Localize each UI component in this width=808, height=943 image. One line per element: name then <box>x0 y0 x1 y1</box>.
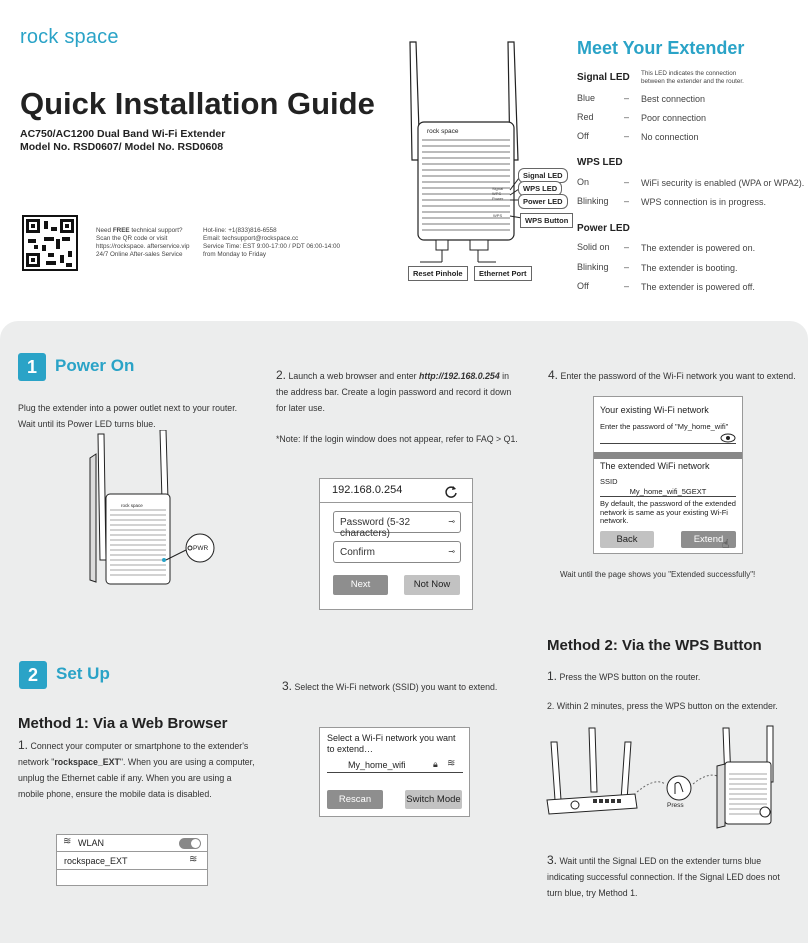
login-instructions: 2. Launch a web browser and enter http://192.168.0.254 in the address bar. Create a login password and record it down for later use. <box>276 368 512 413</box>
led-state: Off <box>577 281 589 291</box>
led-meaning: No connection <box>641 132 699 142</box>
password-input[interactable]: Password (5-32 characters) ⊸ <box>333 511 461 533</box>
key-icon: ⊸ <box>448 547 455 556</box>
support-email[interactable]: Email: techsupport@rockspace.cc <box>203 235 299 242</box>
network-option[interactable]: My_home_wifi 🔒︎ ≋ <box>327 758 463 773</box>
led-dash: – <box>624 131 630 141</box>
callout-ethernet-port: Ethernet Port <box>474 266 532 281</box>
wlan-label: WLAN <box>78 838 105 848</box>
login-url: http://192.168.0.254 <box>419 371 500 381</box>
step1-text: Plug the extender into a power outlet next to your router. Wait until its Power LED turns blue. <box>18 403 238 429</box>
led-state: Blinking <box>577 196 609 206</box>
wlan-panel <box>56 834 208 886</box>
login-window <box>319 478 473 610</box>
eye-icon[interactable] <box>720 433 736 443</box>
rescan-button[interactable]: Rescan <box>327 790 383 809</box>
led-meaning: Poor connection <box>641 113 707 123</box>
led-dash: – <box>624 281 630 291</box>
led-dash: – <box>624 242 630 252</box>
wps-illustration <box>545 722 790 830</box>
callout-reset-pinhole: Reset Pinhole <box>408 266 468 281</box>
led-state: Solid on <box>577 242 610 252</box>
led-meaning: WiFi security is enabled (WPA or WPA2). <box>641 178 805 188</box>
next-button[interactable]: Next <box>333 575 388 595</box>
method1-title: Method 1: Via a Web Browser <box>18 715 228 732</box>
led-meaning: The extender is powered on. <box>641 243 756 253</box>
password-field-line[interactable] <box>600 432 736 444</box>
extend-button[interactable]: Extend <box>681 531 736 548</box>
led-dash: – <box>624 262 630 272</box>
section-divider <box>594 452 742 459</box>
method1-text: 1. Connect your computer or smartphone to the extender's network "rockspace_EXT". When you are using a computer, unplug the Ethernet cable if any. When you are using a mobile phone, ensure the mobile data is disabled. <box>18 738 255 799</box>
subtitle <box>20 128 225 154</box>
extender-diagram <box>400 40 570 280</box>
existing-network-prompt: Enter the password of "My_home_wifi" <box>600 422 729 431</box>
support-url[interactable]: https://rockspace. afterservice.vip <box>96 243 190 250</box>
hotline-info: Hot-line: +1(833)816-6558 Email: techsupport@rockspace.cc Service Time: EST 9:00-17:00 / PDT 06:00-14:00 from Monday to Friday <box>203 227 343 259</box>
callout-wps-button: WPS Button <box>520 213 573 228</box>
default-note: By default, the password of the extended network is same as your existing Wi-Fi network. <box>600 499 736 525</box>
address-text: 192.168.0.254 <box>332 484 403 496</box>
select-network-window <box>319 727 470 817</box>
led-state: Blue <box>577 93 596 103</box>
meet-title: Meet Your Extender <box>577 38 745 58</box>
brand-logo: rock space <box>20 26 119 48</box>
wifi-signal-icon: ≋ <box>189 854 198 865</box>
network-item[interactable] <box>57 852 207 870</box>
led-dash: – <box>624 112 630 122</box>
method2-step1: 1. Press the WPS button on the router. <box>547 669 701 683</box>
led-meaning: The extender is powered off. <box>641 282 755 292</box>
pwr-label: PWR <box>193 545 209 552</box>
confirm-input[interactable]: Confirm ⊸ <box>333 541 461 563</box>
power-led-heading: Power LED <box>577 223 630 234</box>
led-dash: – <box>624 196 630 206</box>
back-button[interactable]: Back <box>600 531 654 548</box>
press-label: Press <box>667 802 684 809</box>
led-state: On <box>577 177 590 187</box>
key-icon: ⊸ <box>448 517 455 526</box>
lock-icon: 🔒︎ <box>433 759 438 769</box>
select-instructions: 3. Select the Wi-Fi network (SSID) you want to extend. <box>282 679 498 693</box>
led-meaning: WPS connection is in progress. <box>641 197 767 207</box>
method2-step2: 2. Within 2 minutes, press the WPS button on the extender. <box>547 701 778 711</box>
method2-step3: 3. Wait until the Signal LED on the extender turns blue indicating successful connection. If the Signal LED does not turn blue, try Method 1. <box>547 853 780 898</box>
page-title: Quick Installation Guide <box>20 86 375 121</box>
step1-title: Power On <box>55 356 135 375</box>
led-meaning: The extender is booting. <box>641 263 738 273</box>
callout-wps-led: WPS LED <box>518 181 562 196</box>
led-state: Off <box>577 131 589 141</box>
led-mini-labels: Signal WPS Power <box>492 186 504 201</box>
step2-badge: 2 <box>19 661 47 689</box>
qr-code <box>22 215 78 271</box>
ssid-label: SSID <box>600 477 618 486</box>
step2-title: Set Up <box>56 664 110 683</box>
callout-signal-led: Signal LED <box>518 168 568 183</box>
ssid-value[interactable]: My_home_wifi_5GEXT <box>600 487 736 497</box>
switch-mode-button[interactable]: Switch Mode <box>405 790 462 809</box>
login-note: *Note: If the login window does not appear, refer to FAQ > Q1. <box>276 434 518 444</box>
wifi-icon: ≋ <box>63 836 72 847</box>
step1-badge: 1 <box>18 353 46 381</box>
extend-window <box>593 396 743 554</box>
wifi-icon: ≋ <box>447 758 456 769</box>
support-info: Need FREE technical support? Scan the QR code or visit https://rockspace. afterservice.vip 24/7 Online After-sales Service <box>96 227 206 259</box>
wlan-row <box>57 835 207 852</box>
callout-power-led: Power LED <box>518 194 568 209</box>
extend-instructions: 4. Enter the password of the Wi-Fi network you want to extend. <box>548 368 796 382</box>
extender-plugged-illustration <box>88 430 248 590</box>
wps-mini-label: WPS <box>493 213 503 218</box>
method2-title: Method 2: Via the WPS Button <box>547 637 762 654</box>
cursor-hand-icon: ☝ <box>722 537 730 551</box>
device-brand: rock space <box>427 128 459 135</box>
led-dash: – <box>624 93 630 103</box>
extender-brand-small: rock space <box>121 503 143 508</box>
led-state: Blinking <box>577 262 609 272</box>
led-state: Red <box>577 112 594 122</box>
address-bar[interactable] <box>320 479 472 503</box>
extender-drawing <box>400 40 570 280</box>
signal-led-note: This LED indicates the connection between the extender and the router. <box>641 70 744 85</box>
wps-led-heading: WPS LED <box>577 157 623 168</box>
extended-network-title: The extended WiFi network <box>600 461 710 471</box>
signal-led-heading: Signal LED <box>577 72 630 83</box>
wait-text: Wait until the page shows you "Extended successfully"! <box>560 570 756 579</box>
not-now-button[interactable]: Not Now <box>404 575 460 595</box>
existing-network-title: Your existing Wi-Fi network <box>600 405 709 415</box>
model-numbers: Model No. RSD0607/ Model No. RSD0608 <box>20 141 224 153</box>
led-dash: – <box>624 177 630 187</box>
refresh-icon[interactable] <box>444 485 458 499</box>
led-meaning: Best connection <box>641 94 706 104</box>
network-name: rockspace_EXT <box>64 856 128 866</box>
wlan-toggle[interactable] <box>179 838 201 849</box>
product-name: AC750/AC1200 Dual Band Wi-Fi Extender <box>20 128 226 140</box>
select-prompt: Select a Wi-Fi network you want to extend… <box>327 733 456 754</box>
